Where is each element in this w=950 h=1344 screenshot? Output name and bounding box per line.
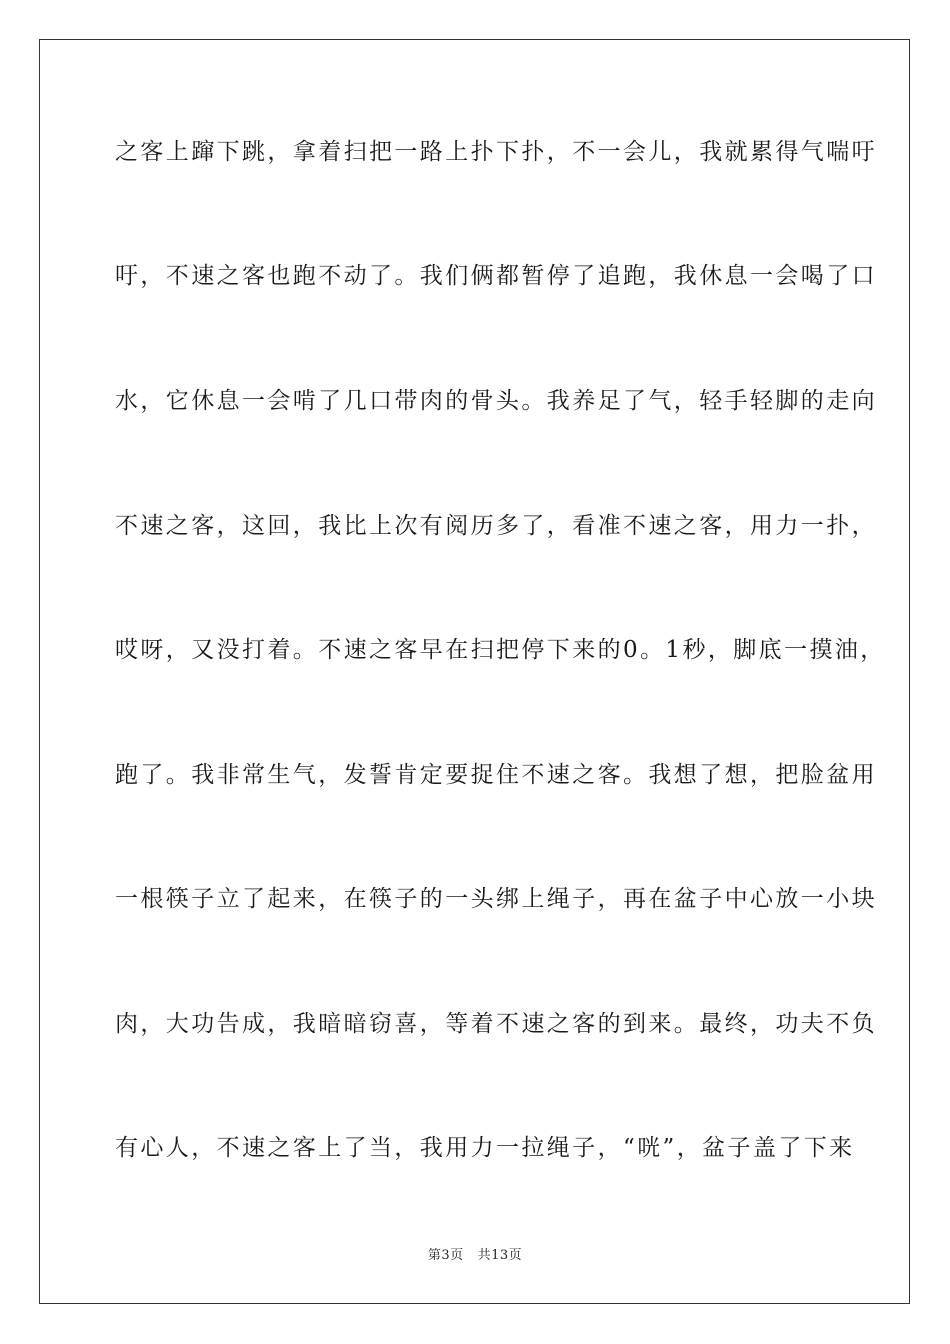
page-footer (0, 1247, 950, 1265)
text-line-9: 有心人，不速之客上了当，我用力一拉绳子，“咣”，盆子盖了下来 (115, 1135, 855, 1161)
text-line-4: 不速之客，这回，我比上次有阅历多了，看准不速之客，用力一扑， (115, 513, 877, 539)
text-line-1: 之客上蹿下跳，拿着扫把一路上扑下扑，不一会儿，我就累得气喘吁 (115, 139, 877, 165)
text-line-5: 哎呀，又没打着。不速之客早在扫把停下来的0。1秒，脚底一摸油， (115, 637, 886, 663)
text-line-3: 水，它休息一会啃了几口带肉的骨头。我养足了气，轻手轻脚的走向 (115, 388, 877, 414)
text-line-8: 肉，大功告成，我暗暗窃喜，等着不速之客的到来。最终，功夫不负 (115, 1011, 877, 1037)
page-border (39, 39, 910, 1304)
text-line-6: 跑了。我非常生气，发誓肯定要捉住不速之客。我想了想，把脸盆用 (115, 762, 877, 788)
page-total: 共13页 (477, 1248, 523, 1263)
text-line-7: 一根筷子立了起来，在筷子的一头绑上绳子，再在盆子中心放一小块 (115, 886, 877, 912)
text-line-2: 吁，不速之客也跑不动了。我们俩都暂停了追跑，我休息一会喝了口 (115, 263, 877, 289)
page-number: 第3页 (427, 1248, 464, 1263)
